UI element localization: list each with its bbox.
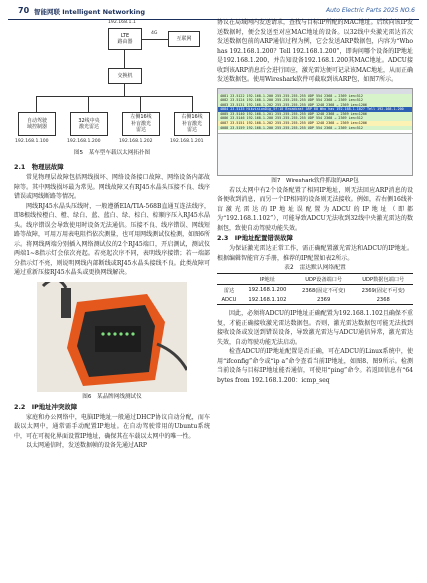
figure-6-photo: [37, 282, 187, 392]
lidar16-right-ip: 192.168.1.201: [170, 139, 204, 144]
right-column: [217, 18, 413, 385]
section-heading-2-2: 2.2 IP地址冲突故障: [14, 402, 78, 411]
figure-6-caption: 图6 某品牌网线测试仪: [82, 393, 142, 400]
table-cell: 192.168.1.102: [248, 296, 287, 303]
figure-7-caption: 图7 Wireshark软件抓取的ARP包: [271, 177, 359, 184]
paragraph: 网线RJ45水晶头压线时，一般遵循EIA/TIA-568B直通互连法线序，即8根线按橙白、橙、绿白、蓝、蓝白、绿、棕白、棕顺序压入RJ45水晶头。线序错误会导致使用时设备无法通信。压接不良、线序错误、网线短路等故障，可用万用表电阻挡依次测量，也可用网线测试仪检测，如图6所示。将网线两端分别插入网络测试仪的2个RJ45端口，开启测试，测试仪两端1~8指示灯会依次亮起。若亮起次序不同，表明线序接错；若一端部分指示灯不亮，则说明网线内部断线或RJ45水晶头接线不良。此类故障可通过重新压接RJ45水晶头或更换网线解决。: [14, 202, 210, 276]
packet-row: 4081 23.5122 192.168.1.200 255.255.255.255 UDP 554 2368 → 2369 Len=512: [218, 94, 412, 99]
table-cell: 192.168.1.200: [248, 287, 287, 293]
table-cell: 2369: [317, 296, 331, 303]
journal-issue: Auto Electric Parts 2025 NO.6: [326, 7, 415, 14]
lidar32-ip: 192.168.1.200: [67, 139, 101, 144]
drop-line-3: [140, 96, 141, 112]
table-row: [217, 285, 413, 296]
drop-line-4: [192, 96, 193, 112]
paragraph: 检查ADCU的IP地址配置是否正确，可在ADCU的Linux系统中，使用“ifconfig”命令或“ip a”命令查看当前IP地址，如图8、图9所示。检测当前设备与目标IP地址能否通信，可使用“ping”命令。若返回信息有“64 bytes from 192.168.1.200：icmp_seq: [217, 348, 413, 384]
figure-5-caption: 图5 某车型车载以太网拓扑图: [73, 150, 151, 156]
figure-5-topology: [14, 18, 210, 214]
paragraph: 为保证激光雷达正常工作，需正确配置激光雷达和ADCU的IP地址。根据编辑智能官方手册，推荐的IP配置如表2所示。: [217, 245, 413, 262]
packet-row: 4083 23.5131 192.168.1.202 255.255.255.255 UDP 1248 2368 → 2369 Len=1206: [218, 103, 412, 108]
paragraph: 协议在局域网内发送请求，查找与目标IP所配的MAC地址。后续向该IP发送数据时，便会发送至对应MAC地址的设备。以32线中央激光雷达首次发送数据包前的ARP通信过程为例，它会发送ARP数据包，内容为“Who has 192.168.1.200？Tell 192.168.1.200”，即询问哪个设备的IP地址是192.168.1.200，并告知设备192.168.1.200其MAC地址。ADCU接收到该ARP消息后会进行回应，激光雷达便可记录该MAC地址，从而正确发送数据包。使用Wireshark软件可截取到该ARP包，如图7所示。: [217, 19, 413, 83]
table-header-cell: IP地址: [259, 276, 275, 283]
table-header-cell: UDP数据包端口号: [362, 276, 405, 283]
paragraph: 若以太网中有2个设备配置了相同IP地址，则无法回应ARP消息的设备便收到消息，而另一个IP相同的设备则无法接收。例如，若右侧16线补盲激光雷达的IP地址误配置为ADCU的IP地址（即都为“192.168.1.102”），可能导致ADCU无法收到32线中央激光雷达的数据包，致使自动驾驶功能失效。: [217, 186, 413, 232]
figure-7-wireshark: [217, 88, 413, 176]
lte-router-box: LTE 路由器: [108, 28, 142, 50]
packet-row-selected: 4084 23.5135 HikvisionDig_5f:10 Broadcast ARP 60 Who has 192.168.1.102? Tell 192.168.1.200: [218, 107, 412, 112]
paragraph: 因此，必须将ADCU的IP地址正确配置为192.168.1.102且确保不重复，才能正确接收激光雷达数据包。否则，激光雷达数据包可能无法找到接收设备或发送到错误设备，导致激光雷达与ADCU通信异常，激光雷达失效，自动驾驶功能无法启动。: [217, 310, 413, 346]
table-2: [217, 273, 413, 305]
lidar16-left-ip: 192.168.1.202: [119, 139, 153, 144]
4g-link: [142, 39, 168, 40]
table-cell: ADCU: [221, 296, 237, 303]
section-heading-2-3: 2.3 IP地址配置错误故障: [217, 234, 293, 242]
table-cell: 雷达: [223, 287, 235, 294]
section-heading-2-1: 2.1 物理层故障: [14, 163, 64, 171]
lte-ip-label: 192.168.1.1: [108, 20, 136, 25]
page-number: 70: [18, 6, 30, 15]
table-header-cell: [217, 274, 241, 285]
adcu-box: 自动驾驶 域控制器: [18, 112, 56, 136]
switch-bus: [36, 96, 192, 97]
4g-label: 4G: [151, 31, 158, 36]
paragraph: 家庭和办公网络中，电脑IP地址一般通过DHCP协议自动分配，而车载以太网中，通常需手动配置IP地址。在自动驾驶常用的Ubuntu系统中，可在可视化界面设置IP地址，确保其在车载以太网中的唯一性。: [14, 413, 210, 440]
table-header-cell: UDP设备端口号: [305, 276, 343, 283]
packet-row: 4088 23.5159 192.168.1.200 255.255.255.255 UDP 554 2368 → 2369 Len=512: [218, 126, 412, 131]
lidar16-right-box: 右侧16线 补盲激光 雷达: [174, 112, 210, 136]
paragraph: 常见物理层故障包括网线损坏、网络设备接口故障、网络设备内部故障等。其中网线损坏最为常见。网线故障又有RJ45水晶头压接不良、线序错误或网线断路等情况。: [14, 174, 210, 200]
journal-name: 智能网联 Intelligent Networking: [34, 8, 146, 16]
lidar32-box: 32线中央 激光雷达: [70, 112, 108, 136]
adcu-ip: 192.168.1.100: [15, 139, 49, 144]
table-cell: 2368(固定不可变): [302, 287, 346, 294]
table-2-caption: 表2 雷达默认网络配置: [284, 265, 346, 271]
table-row: [217, 295, 413, 305]
table-cell: 2369(固定不可变): [361, 287, 405, 294]
packet-row: 4087 23.5151 192.168.1.202 255.255.255.255 UDP 1248 2368 → 2369 Len=1206: [218, 121, 412, 126]
packet-detail-pane: [218, 133, 412, 175]
table-cell: 2368: [376, 296, 390, 303]
packet-row: 4086 23.5146 192.168.1.200 255.255.255.255 UDP 554 2368 → 2369 Len=512: [218, 116, 412, 121]
drop-line-1: [36, 96, 37, 112]
internet-box: 互联网: [168, 31, 200, 47]
packet-row: 4082 23.5124 192.168.1.200 255.255.255.255 UDP 554 2368 → 2369 Len=512: [218, 98, 412, 103]
router-switch-link: [124, 50, 125, 68]
table-header-row: [217, 274, 413, 285]
drop-line-2: [88, 96, 89, 112]
packet-row: 4085 23.5140 192.168.1.201 255.255.255.255 UDP 1248 2368 → 2369 Len=1206: [218, 112, 412, 117]
switch-box: 交换机: [108, 68, 142, 84]
lidar16-left-box: 左侧16线 补盲激光 雷达: [122, 112, 160, 136]
paragraph: 以太网通信时，发送数据帧的设备先通过ARP: [26, 442, 147, 449]
cable-tester-image: [37, 282, 187, 392]
switch-trunk: [124, 84, 125, 96]
left-column: [14, 18, 210, 451]
